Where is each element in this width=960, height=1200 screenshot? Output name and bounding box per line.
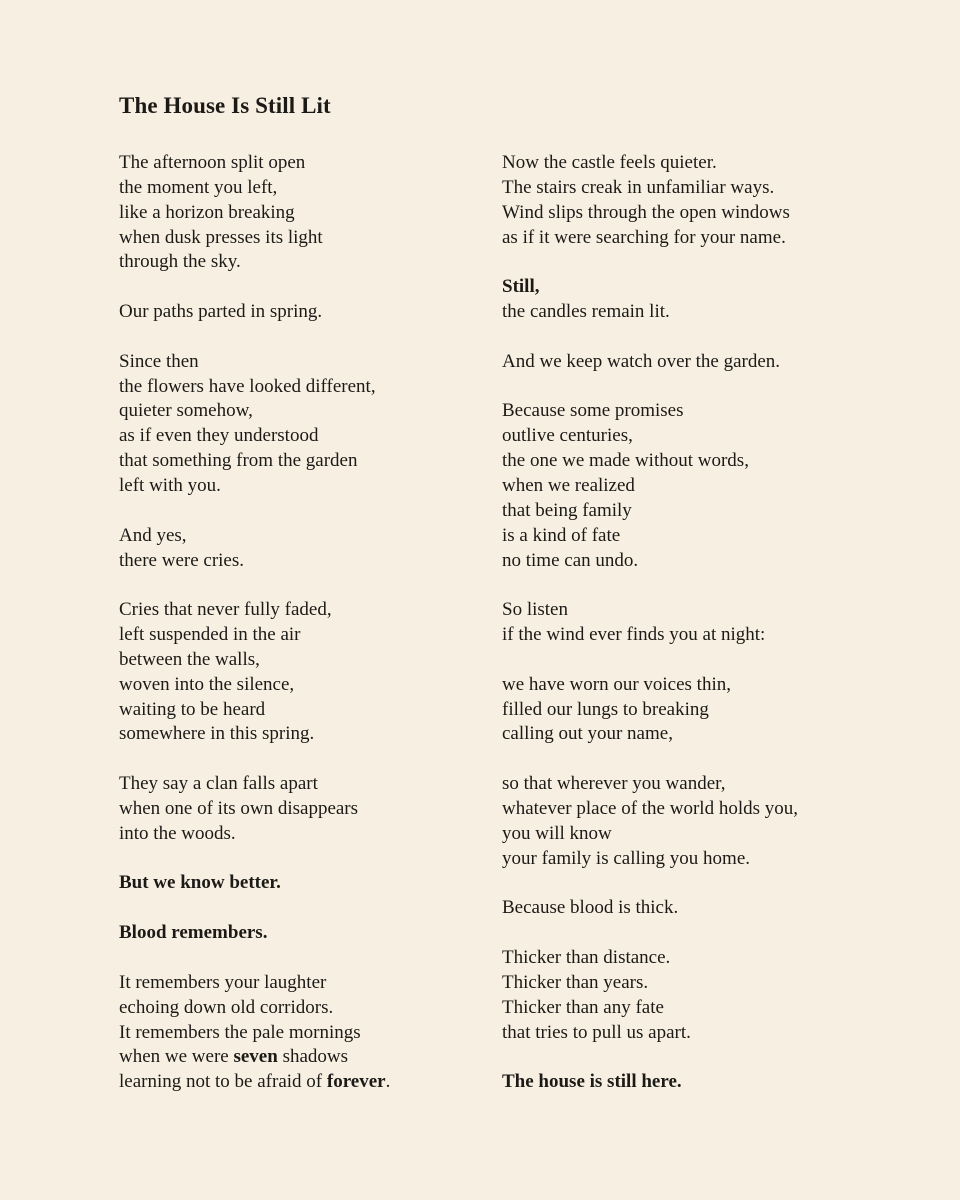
poem-line: we have worn our voices thin, — [502, 673, 731, 695]
poem-line: Because some promises — [502, 400, 684, 422]
poem-line: whatever place of the world holds you, — [502, 797, 798, 819]
stanza — [502, 275, 922, 325]
poem-title: The House Is Still Lit — [119, 93, 331, 118]
poem-line: if the wind ever finds you at night: — [502, 624, 766, 646]
bold-line: Blood remembers. — [119, 922, 268, 944]
poem-line: It remembers your laughter — [119, 971, 327, 993]
poem-line: somewhere in this spring. — [119, 723, 315, 745]
bold-line: But we know better. — [119, 872, 281, 894]
poem-line: your family is calling you home. — [502, 847, 751, 869]
stanza — [502, 946, 922, 1045]
poem-line: quieter somehow, — [119, 400, 253, 422]
poem-line: so that wherever you wander, — [502, 773, 726, 795]
bold-line: Still, — [502, 276, 540, 298]
poem-line: Thicker than years. — [502, 971, 649, 993]
line-text: learning not to be afraid of — [119, 1071, 327, 1093]
stanza — [119, 300, 479, 325]
poem-line: there were cries. — [119, 549, 245, 571]
stanza — [502, 399, 922, 573]
poem-line: filled our lungs to breaking — [502, 698, 709, 720]
line-text: shadows — [277, 1046, 349, 1068]
poem-line: as if even they understood — [119, 425, 319, 447]
stanza — [502, 772, 922, 871]
poem-line: the flowers have looked different, — [119, 375, 376, 397]
poem-line: It remembers the pale mornings — [119, 1021, 361, 1043]
poem-line: left suspended in the air — [119, 624, 301, 646]
stanza — [119, 598, 479, 747]
poem-line: when we realized — [502, 474, 635, 496]
poem-line: Since then — [119, 350, 199, 372]
poem-line: you will know — [502, 822, 612, 844]
poem-line: The stairs creak in unfamiliar ways. — [502, 176, 775, 198]
poem-line: that tries to pull us apart. — [502, 1021, 691, 1043]
poem-line — [119, 1045, 479, 1070]
emphasis-word: forever — [326, 1071, 386, 1093]
poem-line: through the sky. — [119, 251, 241, 273]
poem-line: the one we made without words, — [502, 450, 749, 472]
poem-line: The afternoon split open — [119, 152, 306, 173]
stanza — [119, 921, 479, 946]
poem-line: Now the castle feels quieter. — [502, 152, 717, 173]
stanza — [119, 772, 479, 847]
stanza — [119, 871, 479, 896]
bold-line: The house is still here. — [502, 1071, 682, 1093]
stanza — [119, 971, 479, 1095]
poem-right-column — [502, 151, 922, 1095]
stanza — [502, 598, 922, 648]
poem-line: like a horizon breaking — [119, 201, 295, 223]
poem-line: left with you. — [119, 474, 221, 496]
stanza — [502, 1070, 922, 1095]
poem-line: Thicker than distance. — [502, 947, 671, 968]
poem-line: Cries that never fully faded, — [119, 599, 332, 621]
stanza — [502, 896, 922, 921]
poem-line: that something from the garden — [119, 450, 358, 472]
poem-left-column — [119, 151, 479, 1095]
poem-line: Wind slips through the open windows — [502, 201, 790, 223]
emphasis-word: seven — [233, 1046, 278, 1068]
poem-line: And we keep watch over the garden. — [502, 350, 781, 372]
poem-line: echoing down old corridors. — [119, 996, 334, 1018]
poem-line: when one of its own disappears — [119, 797, 359, 819]
poem-line: Thicker than any fate — [502, 996, 664, 1018]
stanza — [119, 524, 479, 574]
poem-line: between the walls, — [119, 648, 260, 670]
poem-line: woven into the silence, — [119, 673, 295, 695]
stanza — [119, 151, 479, 275]
stanza — [502, 673, 922, 748]
poem-line: when dusk presses its light — [119, 226, 323, 248]
stanza — [502, 151, 922, 250]
poem-line: Because blood is thick. — [502, 897, 679, 919]
poem-line: outlive centuries, — [502, 425, 633, 447]
line-text: when we were — [119, 1046, 234, 1068]
poem-line: as if it were searching for your name. — [502, 226, 786, 248]
poem-line: They say a clan falls apart — [119, 773, 318, 795]
poem-line: no time can undo. — [502, 549, 639, 571]
poem-line: And yes, — [119, 524, 187, 546]
poem-line: the moment you left, — [119, 176, 278, 198]
poem-line — [119, 1070, 479, 1095]
poem-line: that being family — [502, 499, 632, 521]
poem-line: is a kind of fate — [502, 524, 621, 546]
poem-line: Our paths parted in spring. — [119, 301, 323, 323]
poem-line: waiting to be heard — [119, 698, 266, 720]
line-text: . — [385, 1071, 391, 1093]
poem-line: into the woods. — [119, 822, 236, 844]
stanza — [502, 350, 922, 375]
poem-line: the candles remain lit. — [502, 301, 670, 323]
poem-line: So listen — [502, 599, 568, 621]
poem-line: calling out your name, — [502, 723, 673, 745]
stanza — [119, 350, 479, 499]
